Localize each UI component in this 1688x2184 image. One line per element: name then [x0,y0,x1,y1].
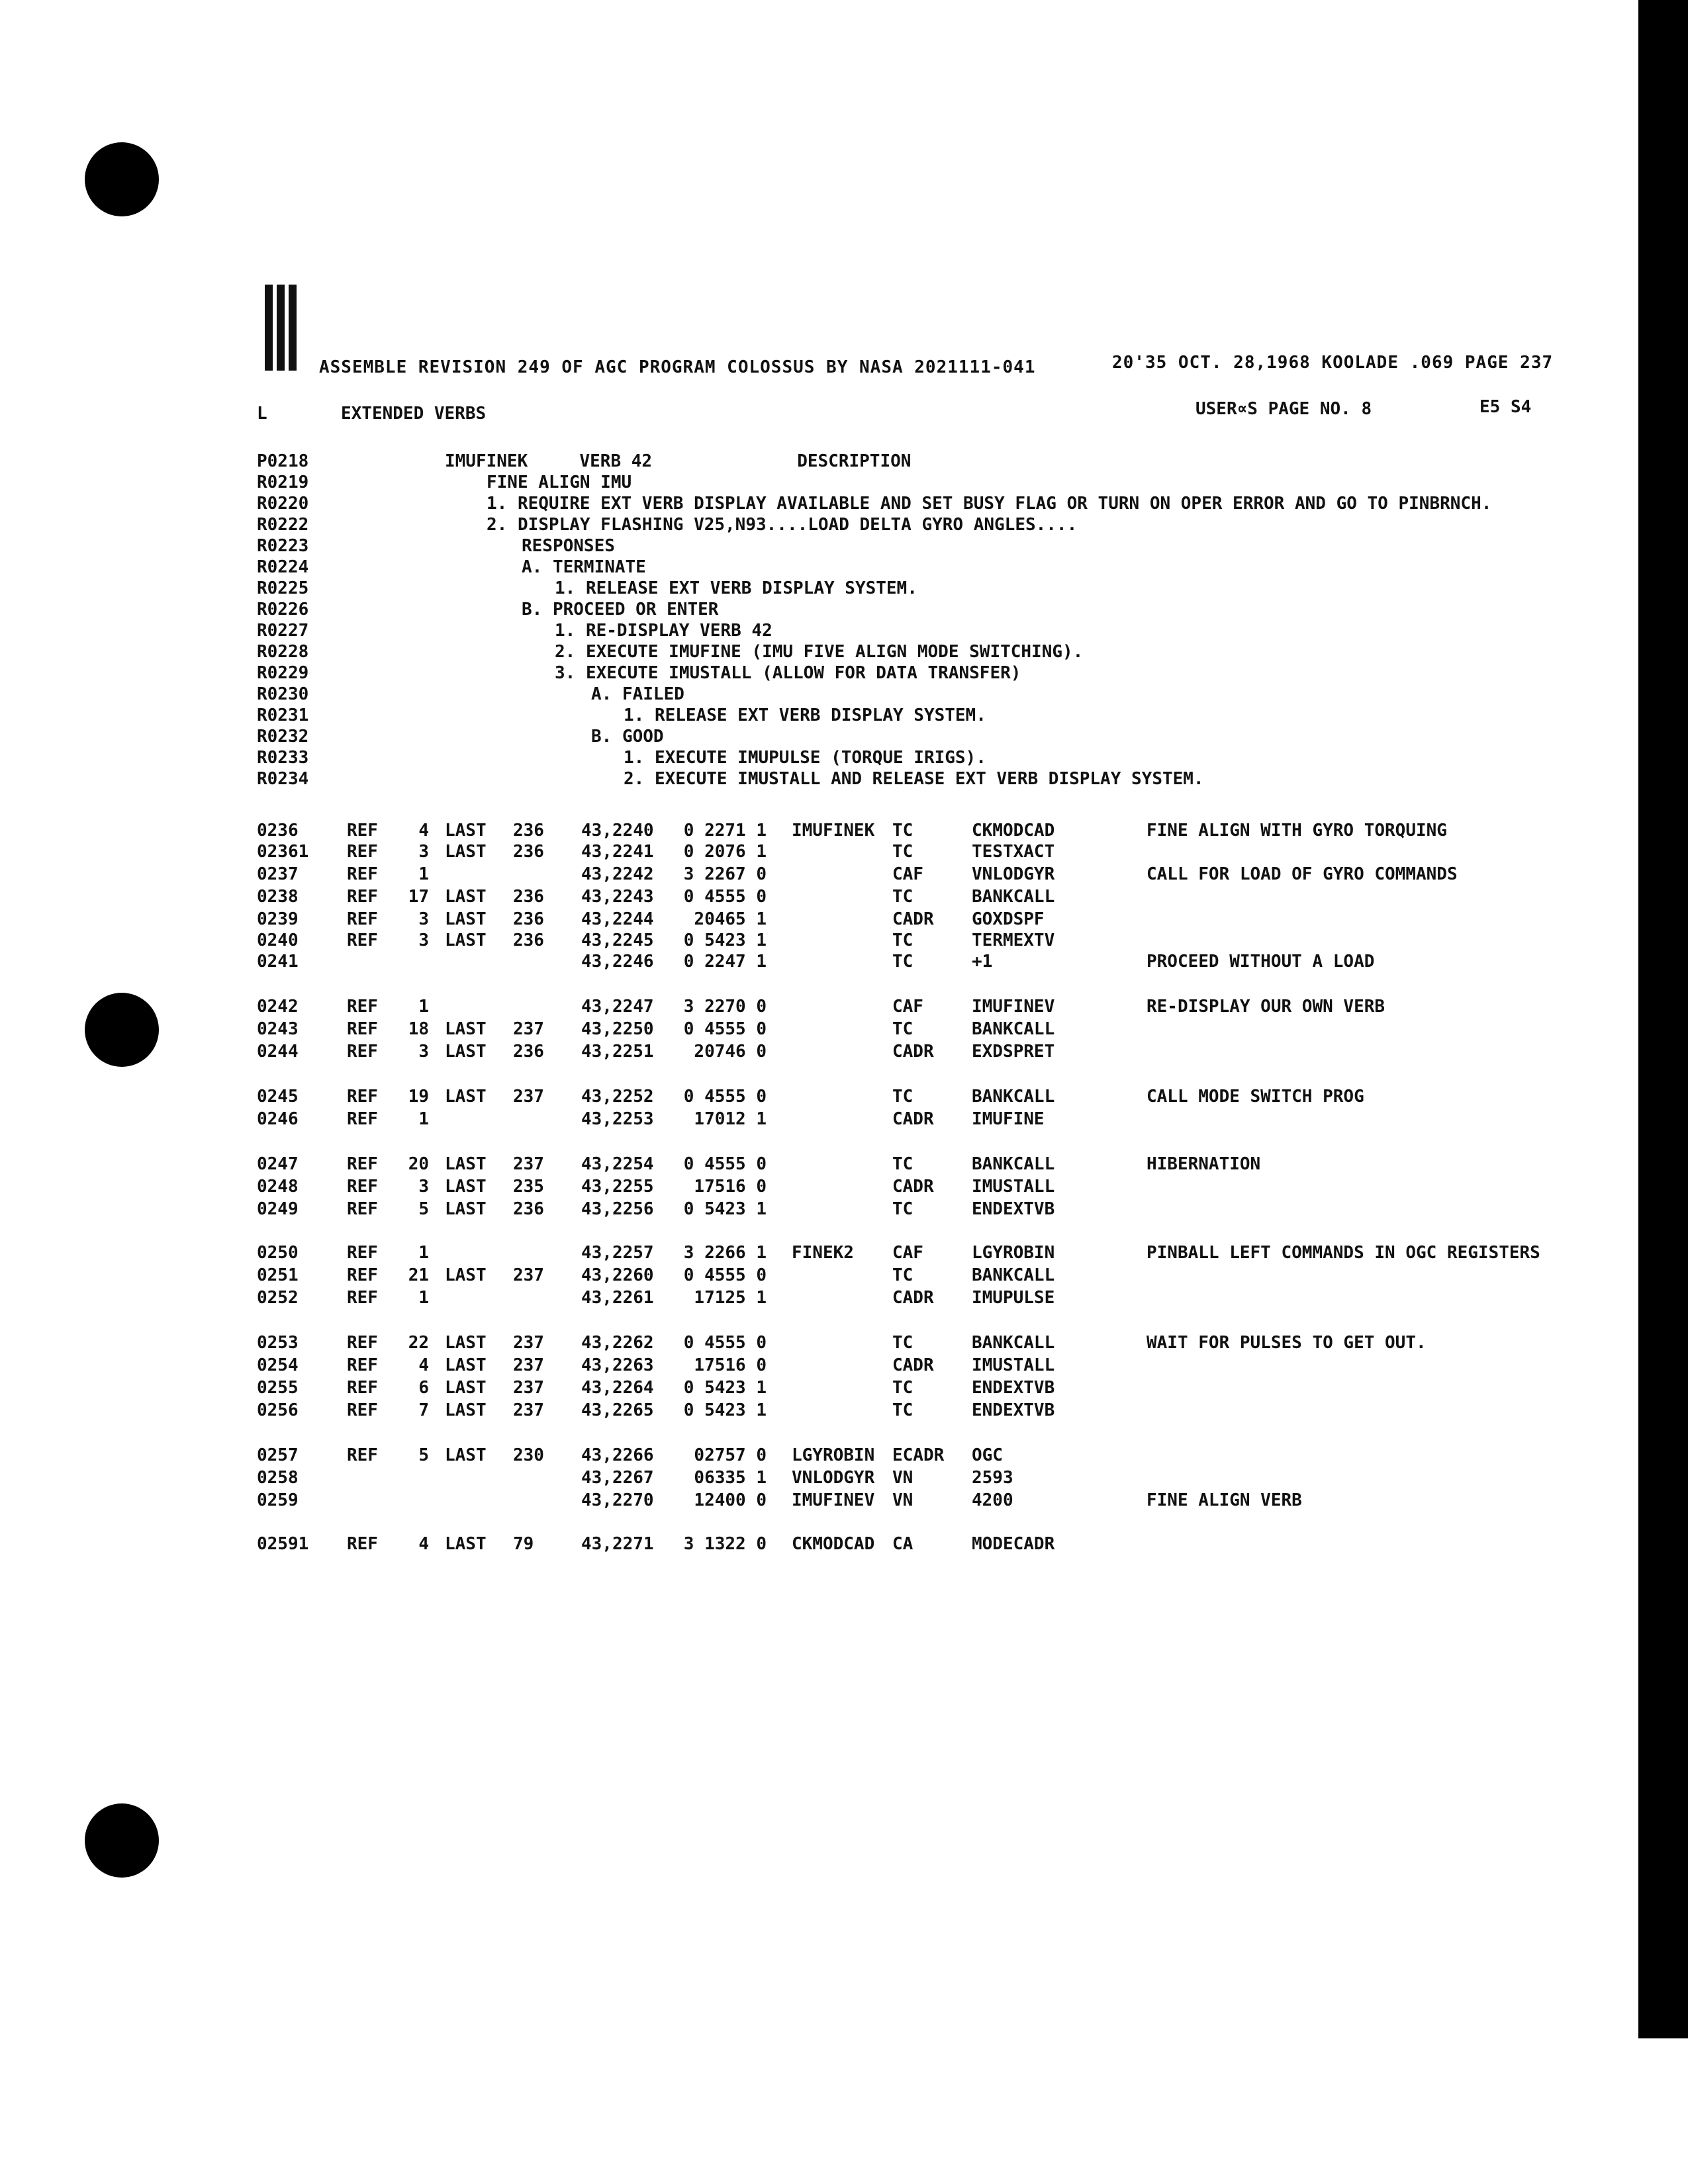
octal-word: 3 1322 0 [683,1534,767,1554]
ref-marker: REF [347,1177,378,1197]
octal-word: 0 5423 1 [683,1199,767,1219]
operand: LGYROBIN [972,1243,1055,1263]
description-seq-number: R0226 [257,600,309,619]
code-seq-number: 0246 [257,1109,299,1129]
assembly-header-right: 20'35 OCT. 28,1968 KOOLADE .069 PAGE 237 [1112,353,1554,373]
code-comment: FINE ALIGN WITH GYRO TORQUING [1147,821,1447,841]
code-label: FINEK2 [792,1243,854,1263]
code-seq-number: 0258 [257,1468,299,1488]
code-comment: FINE ALIGN VERB [1147,1490,1302,1510]
last-line-number: 236 [513,887,544,907]
code-label: IMUFINEK [792,821,875,841]
code-seq-number: 0257 [257,1445,299,1465]
memory-address: 43,2271 [581,1534,654,1554]
scan-edge-bar [1638,0,1688,2038]
description-line: 1. RELEASE EXT VERB DISPLAY SYSTEM. [555,578,917,598]
ref-count: 1 [418,1243,429,1263]
last-line-number: 237 [513,1400,544,1420]
operand: OGC [972,1445,1003,1465]
last-line-number: 237 [513,1265,544,1285]
code-seq-number: 0238 [257,887,299,907]
ref-count: 5 [418,1445,429,1465]
operand: IMUFINE [972,1109,1045,1129]
code-seq-number: 0252 [257,1288,299,1308]
opcode: TC [892,1199,914,1219]
ref-marker: REF [347,1154,378,1174]
ref-count: 3 [418,931,429,950]
ref-count: 4 [418,821,429,841]
operand: 4200 [972,1490,1013,1510]
opcode: CA [892,1534,914,1554]
ref-count: 5 [418,1199,429,1219]
ref-marker: REF [347,1265,378,1285]
ref-count: 1 [418,1288,429,1308]
opcode: TC [892,1333,914,1353]
last-line-number: 237 [513,1019,544,1039]
code-comment: HIBERNATION [1147,1154,1261,1174]
ref-count: 3 [418,1042,429,1062]
memory-address: 43,2254 [581,1154,654,1174]
opcode: TC [892,1019,914,1039]
last-marker: LAST [445,1177,487,1197]
code-seq-number: 0245 [257,1087,299,1107]
last-marker: LAST [445,1199,487,1219]
last-line-number: 237 [513,1154,544,1174]
memory-address: 43,2241 [581,842,654,862]
opcode: CADR [892,909,934,929]
description-line: FINE ALIGN IMU [487,473,632,492]
last-line-number: 237 [513,1355,544,1375]
ref-count: 3 [418,1177,429,1197]
memory-address: 43,2244 [581,909,654,929]
operand: GOXDSPF [972,909,1045,929]
operand: BANKCALL [972,1019,1055,1039]
description-seq-number: R0232 [257,727,309,747]
opcode: CADR [892,1355,934,1375]
operand: EXDSPRET [972,1042,1055,1062]
description-line: 3. EXECUTE IMUSTALL (ALLOW FOR DATA TRANSFER) [555,663,1021,683]
last-marker: LAST [445,931,487,950]
ref-marker: REF [347,842,378,862]
code-seq-number: 0241 [257,952,299,972]
memory-address: 43,2266 [581,1445,654,1465]
memory-address: 43,2270 [581,1490,654,1510]
opcode: CADR [892,1109,934,1129]
ref-marker: REF [347,1534,378,1554]
octal-word: 3 2266 1 [683,1243,767,1263]
code-seq-number: 0240 [257,931,299,950]
operand: BANKCALL [972,1333,1055,1353]
operand: MODECADR [972,1534,1055,1554]
opcode: TC [892,887,914,907]
code-seq-number: 0239 [257,909,299,929]
opcode: CADR [892,1042,934,1062]
code-seq-number: 0253 [257,1333,299,1353]
code-comment: CALL FOR LOAD OF GYRO COMMANDS [1147,864,1458,884]
ref-marker: REF [347,864,378,884]
octal-word: 17125 1 [694,1288,767,1308]
ref-count: 1 [418,1109,429,1129]
last-line-number: 236 [513,1199,544,1219]
octal-word: 0 4555 0 [683,1154,767,1174]
punch-hole-middle [85,993,159,1067]
last-marker: LAST [445,1534,487,1554]
opcode: CADR [892,1288,934,1308]
octal-word: 17516 0 [694,1355,767,1375]
ref-marker: REF [347,1445,378,1465]
description-line: RESPONSES [522,536,615,556]
operand: IMUSTALL [972,1177,1055,1197]
description-seq-number: R0223 [257,536,309,556]
memory-address: 43,2264 [581,1378,654,1398]
last-marker: LAST [445,1265,487,1285]
memory-address: 43,2255 [581,1177,654,1197]
code-seq-number: 0249 [257,1199,299,1219]
description-line: 2. EXECUTE IMUFINE (IMU FIVE ALIGN MODE SWITCHING). [555,642,1084,662]
operand: BANKCALL [972,1154,1055,1174]
memory-address: 43,2247 [581,997,654,1017]
ref-count: 18 [408,1019,429,1039]
ref-count: 22 [408,1333,429,1353]
ref-marker: REF [347,931,378,950]
octal-word: 0 4555 0 [683,1265,767,1285]
opcode: TC [892,1154,914,1174]
octal-word: 0 4555 0 [683,1019,767,1039]
octal-word: 0 5423 1 [683,1378,767,1398]
last-marker: LAST [445,1378,487,1398]
ref-marker: REF [347,821,378,841]
memory-address: 43,2256 [581,1199,654,1219]
octal-word: 0 2247 1 [683,952,767,972]
opcode: CAF [892,864,923,884]
opcode: TC [892,821,914,841]
description-seq-number: R0219 [257,473,309,492]
opcode: CAF [892,997,923,1017]
memory-address: 43,2245 [581,931,654,950]
description-line: IMUFINEK VERB 42 DESCRIPTION [445,451,912,471]
code-label: IMUFINEV [792,1490,875,1510]
octal-word: 0 5423 1 [683,1400,767,1420]
operand: 2593 [972,1468,1013,1488]
users-page-number: USER∝S PAGE NO. 8 [1196,399,1372,419]
code-seq-number: 0256 [257,1400,299,1420]
last-line-number: 230 [513,1445,544,1465]
operand: IMUSTALL [972,1355,1055,1375]
operand: TESTXACT [972,842,1055,862]
ref-count: 20 [408,1154,429,1174]
code-seq-number: 0259 [257,1490,299,1510]
ref-marker: REF [347,909,378,929]
code-seq-number: 02591 [257,1534,309,1554]
ref-marker: REF [347,997,378,1017]
page-code: E5 S4 [1479,397,1532,417]
ref-count: 4 [418,1355,429,1375]
memory-address: 43,2251 [581,1042,654,1062]
description-line: B. GOOD [591,727,664,747]
last-marker: LAST [445,1355,487,1375]
last-marker: LAST [445,1042,487,1062]
description-line: A. FAILED [591,684,684,704]
octal-word: 0 4555 0 [683,1087,767,1107]
code-comment: CALL MODE SWITCH PROG [1147,1087,1364,1107]
ref-count: 1 [418,864,429,884]
octal-word: 12400 0 [694,1490,767,1510]
memory-address: 43,2262 [581,1333,654,1353]
code-seq-number: 02361 [257,842,309,862]
opcode: TC [892,1378,914,1398]
description-seq-number: R0233 [257,748,309,768]
description-line: 2. EXECUTE IMUSTALL AND RELEASE EXT VERB DISPLAY SYSTEM. [624,769,1204,789]
code-seq-number: 0243 [257,1019,299,1039]
operand: ENDEXTVB [972,1378,1055,1398]
ref-marker: REF [347,1019,378,1039]
description-line: A. TERMINATE [522,557,646,577]
opcode: CADR [892,1177,934,1197]
description-line: 1. RELEASE EXT VERB DISPLAY SYSTEM. [624,705,986,725]
ref-count: 19 [408,1087,429,1107]
operand: IMUFINEV [972,997,1055,1017]
octal-word: 17012 1 [694,1109,767,1129]
ref-marker: REF [347,1378,378,1398]
last-marker: LAST [445,1445,487,1465]
code-seq-number: 0244 [257,1042,299,1062]
opcode: VN [892,1468,914,1488]
last-line-number: 236 [513,909,544,929]
last-line-number: 236 [513,931,544,950]
punch-hole-bottom [85,1803,159,1878]
description-seq-number: R0222 [257,515,309,535]
last-line-number: 236 [513,821,544,841]
opcode: TC [892,842,914,862]
code-comment: RE-DISPLAY OUR OWN VERB [1147,997,1385,1017]
ref-marker: REF [347,1243,378,1263]
ref-count: 4 [418,1534,429,1554]
printer-barcode-mark [265,285,297,371]
last-line-number: 237 [513,1378,544,1398]
code-label: VNLODGYR [792,1468,875,1488]
code-label: CKMODCAD [792,1534,875,1554]
section-letter: L [257,404,267,424]
memory-address: 43,2267 [581,1468,654,1488]
code-seq-number: 0247 [257,1154,299,1174]
description-seq-number: R0234 [257,769,309,789]
punch-hole-top [85,142,159,216]
description-seq-number: R0231 [257,705,309,725]
octal-word: 06335 1 [694,1468,767,1488]
octal-word: 3 2270 0 [683,997,767,1017]
assembly-header-left: ASSEMBLE REVISION 249 OF AGC PROGRAM COLOSSUS BY NASA 2021111-041 [319,357,1036,377]
ref-marker: REF [347,1333,378,1353]
memory-address: 43,2242 [581,864,654,884]
opcode: ECADR [892,1445,945,1465]
last-marker: LAST [445,842,487,862]
description-seq-number: R0220 [257,494,309,514]
last-line-number: 237 [513,1333,544,1353]
octal-word: 0 2076 1 [683,842,767,862]
octal-word: 20746 0 [694,1042,767,1062]
octal-word: 3 2267 0 [683,864,767,884]
opcode: TC [892,931,914,950]
code-seq-number: 0254 [257,1355,299,1375]
memory-address: 43,2253 [581,1109,654,1129]
memory-address: 43,2263 [581,1355,654,1375]
operand: IMUPULSE [972,1288,1055,1308]
code-seq-number: 0237 [257,864,299,884]
memory-address: 43,2250 [581,1019,654,1039]
description-seq-number: R0225 [257,578,309,598]
octal-word: 0 4555 0 [683,887,767,907]
ref-marker: REF [347,1355,378,1375]
opcode: VN [892,1490,914,1510]
ref-marker: REF [347,1199,378,1219]
code-seq-number: 0248 [257,1177,299,1197]
last-line-number: 79 [513,1534,534,1554]
description-seq-number: R0229 [257,663,309,683]
operand: ENDEXTVB [972,1199,1055,1219]
last-line-number: 235 [513,1177,544,1197]
last-line-number: 236 [513,842,544,862]
code-seq-number: 0255 [257,1378,299,1398]
octal-word: 0 4555 0 [683,1333,767,1353]
description-seq-number: R0228 [257,642,309,662]
memory-address: 43,2252 [581,1087,654,1107]
opcode: TC [892,1400,914,1420]
ref-marker: REF [347,1288,378,1308]
ref-count: 7 [418,1400,429,1420]
operand: VNLODGYR [972,864,1055,884]
description-line: 1. RE-DISPLAY VERB 42 [555,621,773,641]
opcode: TC [892,1265,914,1285]
operand: ENDEXTVB [972,1400,1055,1420]
last-marker: LAST [445,909,487,929]
last-line-number: 237 [513,1087,544,1107]
code-comment: PINBALL LEFT COMMANDS IN OGC REGISTERS [1147,1243,1540,1263]
opcode: CAF [892,1243,923,1263]
ref-marker: REF [347,1400,378,1420]
octal-word: 02757 0 [694,1445,767,1465]
octal-word: 0 5423 1 [683,931,767,950]
code-seq-number: 0236 [257,821,299,841]
description-seq-number: R0224 [257,557,309,577]
code-seq-number: 0251 [257,1265,299,1285]
memory-address: 43,2265 [581,1400,654,1420]
code-comment: WAIT FOR PULSES TO GET OUT. [1147,1333,1427,1353]
ref-count: 21 [408,1265,429,1285]
ref-count: 1 [418,997,429,1017]
octal-word: 17516 0 [694,1177,767,1197]
last-line-number: 236 [513,1042,544,1062]
memory-address: 43,2240 [581,821,654,841]
operand: BANKCALL [972,1265,1055,1285]
ref-count: 6 [418,1378,429,1398]
ref-marker: REF [347,1042,378,1062]
last-marker: LAST [445,821,487,841]
code-seq-number: 0250 [257,1243,299,1263]
code-comment: PROCEED WITHOUT A LOAD [1147,952,1375,972]
octal-word: 20465 1 [694,909,767,929]
ref-marker: REF [347,887,378,907]
ref-count: 3 [418,909,429,929]
operand: BANKCALL [972,1087,1055,1107]
opcode: TC [892,952,914,972]
last-marker: LAST [445,1400,487,1420]
octal-word: 0 2271 1 [683,821,767,841]
ref-marker: REF [347,1109,378,1129]
last-marker: LAST [445,1019,487,1039]
ref-count: 17 [408,887,429,907]
description-seq-number: R0227 [257,621,309,641]
memory-address: 43,2243 [581,887,654,907]
code-label: LGYROBIN [792,1445,875,1465]
last-marker: LAST [445,1087,487,1107]
code-seq-number: 0242 [257,997,299,1017]
operand: BANKCALL [972,887,1055,907]
operand: TERMEXTV [972,931,1055,950]
description-line: 1. REQUIRE EXT VERB DISPLAY AVAILABLE AND SET BUSY FLAG OR TURN ON OPER ERROR AND GO TO PINBRNCH. [487,494,1492,514]
description-line: 2. DISPLAY FLASHING V25,N93....LOAD DELTA GYRO ANGLES.... [487,515,1078,535]
memory-address: 43,2257 [581,1243,654,1263]
description-line: 1. EXECUTE IMUPULSE (TORQUE IRIGS). [624,748,986,768]
description-seq-number: P0218 [257,451,309,471]
ref-count: 3 [418,842,429,862]
last-marker: LAST [445,1154,487,1174]
operand: +1 [972,952,993,972]
description-line: B. PROCEED OR ENTER [522,600,719,619]
last-marker: LAST [445,1333,487,1353]
memory-address: 43,2261 [581,1288,654,1308]
ref-marker: REF [347,1087,378,1107]
opcode: TC [892,1087,914,1107]
last-marker: LAST [445,887,487,907]
operand: CKMODCAD [972,821,1055,841]
description-seq-number: R0230 [257,684,309,704]
memory-address: 43,2260 [581,1265,654,1285]
section-title: EXTENDED VERBS [341,404,487,424]
memory-address: 43,2246 [581,952,654,972]
